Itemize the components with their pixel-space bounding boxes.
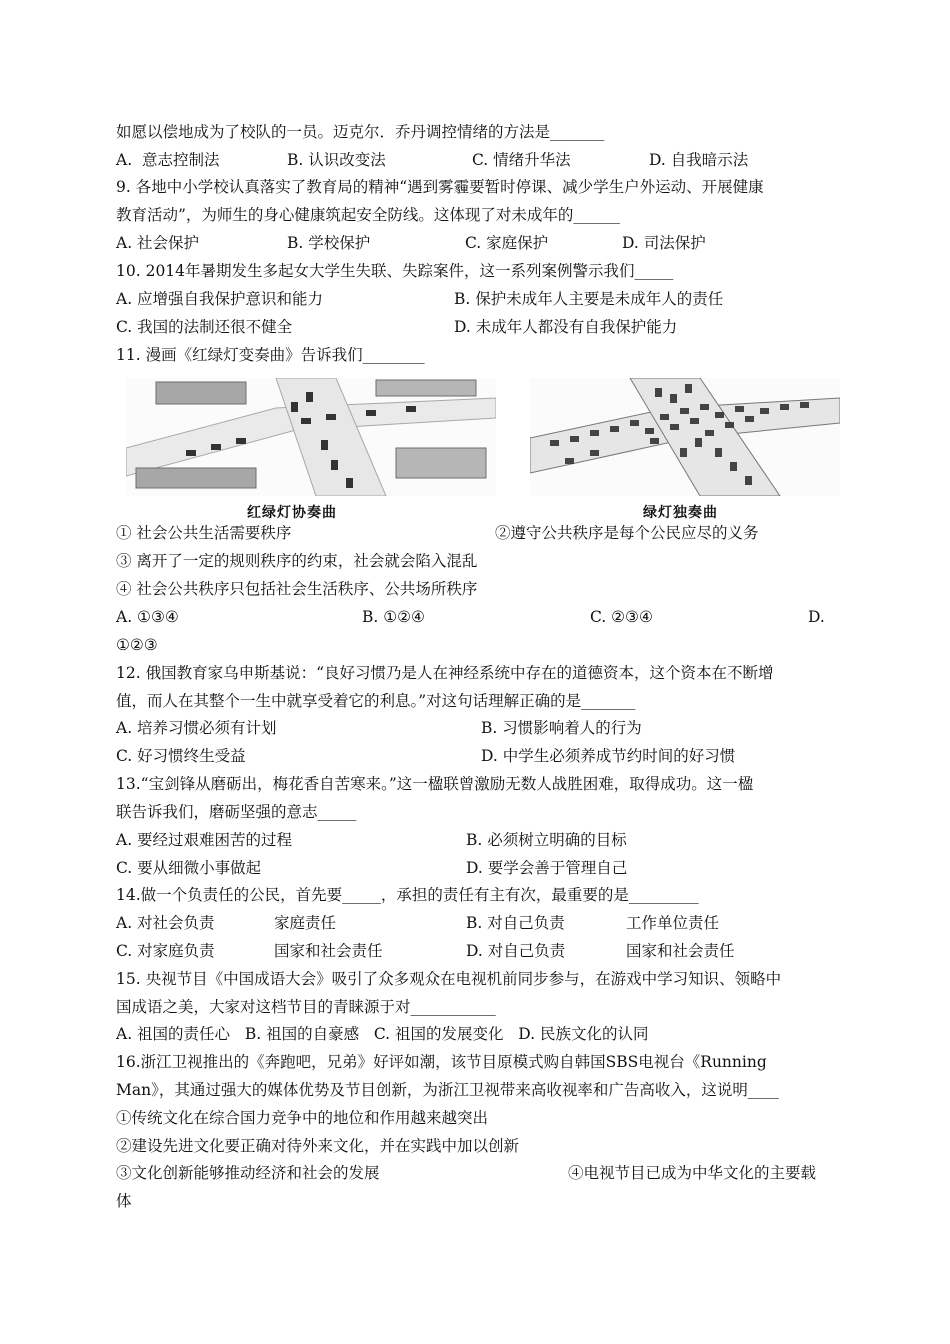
q13-line-1: 13.“宝剑锋从磨砺出，梅花香自苦寒来。”这一楹联曾激励无数人战胜困难，取得成功。这一楹 xyxy=(116,775,754,793)
q9-line-2: 教育活动”，为师生的身心健康筑起安全防线。这体现了对未成年的______ xyxy=(116,206,620,224)
q10-option-a: A. 应增强自我保护意识和能力 xyxy=(116,290,324,308)
q16-statement-4-continued: 体 xyxy=(116,1192,132,1210)
q16-line-1: 16.浙江卫视推出的《奔跑吧，兄弟》好评如潮，该节目原模式购自韩国SBS电视台《Running xyxy=(116,1053,767,1071)
q9-option-d: D. 司法保护 xyxy=(622,234,706,252)
q8-text: 如愿以偿地成为了校队的一员。迈克尔．乔丹调控情绪的方法是_______ xyxy=(116,123,605,141)
q11-option-a: A. ①③④ xyxy=(116,608,179,626)
q11-option-d: D. xyxy=(808,608,825,626)
q8-option-a: A. 意志控制法 xyxy=(116,151,220,169)
q12-option-b: B. 习惯影响着人的行为 xyxy=(481,719,642,737)
q14-option-b: B. 对自己负责 xyxy=(466,914,565,932)
q10-option-c: C. 我国的法制还很不健全 xyxy=(116,318,293,336)
q14-option-a-second: 家庭责任 xyxy=(274,914,337,932)
q13-option-d: D. 要学会善于管理自己 xyxy=(466,859,628,877)
q13-option-a: A. 要经过艰难困苦的过程 xyxy=(116,831,293,849)
q10-option-d: D. 未成年人都没有自我保护能力 xyxy=(454,318,678,336)
q14-option-a: A. 对社会负责 xyxy=(116,914,215,932)
q12-option-d: D. 中学生必须养成节约时间的好习惯 xyxy=(481,747,736,765)
q14-option-c: C. 对家庭负责 xyxy=(116,942,215,960)
q10-option-b: B. 保护未成年人主要是未成年人的责任 xyxy=(454,290,724,308)
q9-option-c: C. 家庭保护 xyxy=(465,234,549,252)
q11-statement-4: ④ 社会公共秩序只包括社会生活秩序、公共场所秩序 xyxy=(116,580,478,598)
q10-line-1: 10. 2014年暑期发生多起女大学生失联、失踪案件，这一系列案例警示我们_____ xyxy=(116,262,674,280)
q12-line-1: 12. 俄国教育家乌申斯基说：“良好习惯乃是人在神经系统中存在的道德资本，这个资本在不断增 xyxy=(116,664,774,682)
q16-line-2: Man》，其通过强大的媒体优势及节目创新，为浙江卫视带来高收视率和广告高收入，这说明____ xyxy=(116,1081,779,1099)
q9-option-b: B. 学校保护 xyxy=(287,234,371,252)
q9-line-1: 9. 各地中小学校认真落实了教育局的精神“遇到雾霾要暂时停课、减少学生户外运动、开展健康 xyxy=(116,178,764,196)
q16-statement-4: ④电视节目已成为中华文化的主要载 xyxy=(568,1164,817,1182)
q14-option-b-second: 工作单位责任 xyxy=(626,914,720,932)
q12-line-2: 值，而人在其整个一生中就享受着它的利息。”对这句话理解正确的是_______ xyxy=(116,692,636,710)
q8-option-d: D. 自我暗示法 xyxy=(649,151,749,169)
q11-option-b: B. ①②④ xyxy=(362,608,425,626)
q13-line-2: 联告诉我们，磨砺坚强的意志_____ xyxy=(116,803,357,821)
q8-option-b: B. 认识改变法 xyxy=(287,151,386,169)
q14-option-c-second: 国家和社会责任 xyxy=(274,942,383,960)
q11-line-1: 11. 漫画《红绿灯变奏曲》告诉我们________ xyxy=(116,346,425,364)
q14-line-1: 14.做一个负责任的公民，首先要_____，承担的责任有主有次，最重要的是_________ xyxy=(116,886,699,904)
q16-statement-2: ②建设先进文化要正确对待外来文化，并在实践中加以创新 xyxy=(116,1137,520,1155)
cartoon-left-caption: 红绿灯协奏曲 xyxy=(247,505,337,521)
q16-statement-3: ③文化创新能够推动经济和社会的发展 xyxy=(116,1164,380,1182)
q15-line-2: 国成语之美，大家对这档节目的青睐源于对___________ xyxy=(116,998,496,1016)
q14-option-d-second: 国家和社会责任 xyxy=(626,942,735,960)
cartoon-right-caption: 绿灯独奏曲 xyxy=(643,505,718,521)
q8-option-c: C. 情绪升华法 xyxy=(472,151,571,169)
q11-option-c: C. ②③④ xyxy=(590,608,653,626)
q11-option-d-continued: ①②③ xyxy=(116,636,158,654)
q11-statement-1: ① 社会公共生活需要秩序 xyxy=(116,524,292,542)
q13-option-c: C. 要从细微小事做起 xyxy=(116,859,262,877)
q13-option-b: B. 必须树立明确的目标 xyxy=(466,831,627,849)
q15-line-1: 15. 央视节目《中国成语大会》吸引了众多观众在电视机前同步参与，在游戏中学习知识、领略中 xyxy=(116,970,782,988)
q14-option-d: D. 对自己负责 xyxy=(466,942,566,960)
q15-options: A. 祖国的责任心 B. 祖国的自豪感 C. 祖国的发展变化 D. 民族文化的认同 xyxy=(116,1025,649,1043)
q9-option-a: A. 社会保护 xyxy=(116,234,200,252)
q11-statement-2: ②遵守公共秩序是每个公民应尽的义务 xyxy=(495,524,759,542)
cartoon-orderly-traffic-image xyxy=(126,378,496,496)
cartoon-chaotic-traffic-image xyxy=(530,378,840,496)
q11-statement-3: ③ 离开了一定的规则秩序的约束，社会就会陷入混乱 xyxy=(116,552,478,570)
q16-statement-1: ①传统文化在综合国力竞争中的地位和作用越来越突出 xyxy=(116,1109,489,1127)
q12-option-c: C. 好习惯终生受益 xyxy=(116,747,246,765)
q12-option-a: A. 培养习惯必须有计划 xyxy=(116,719,277,737)
